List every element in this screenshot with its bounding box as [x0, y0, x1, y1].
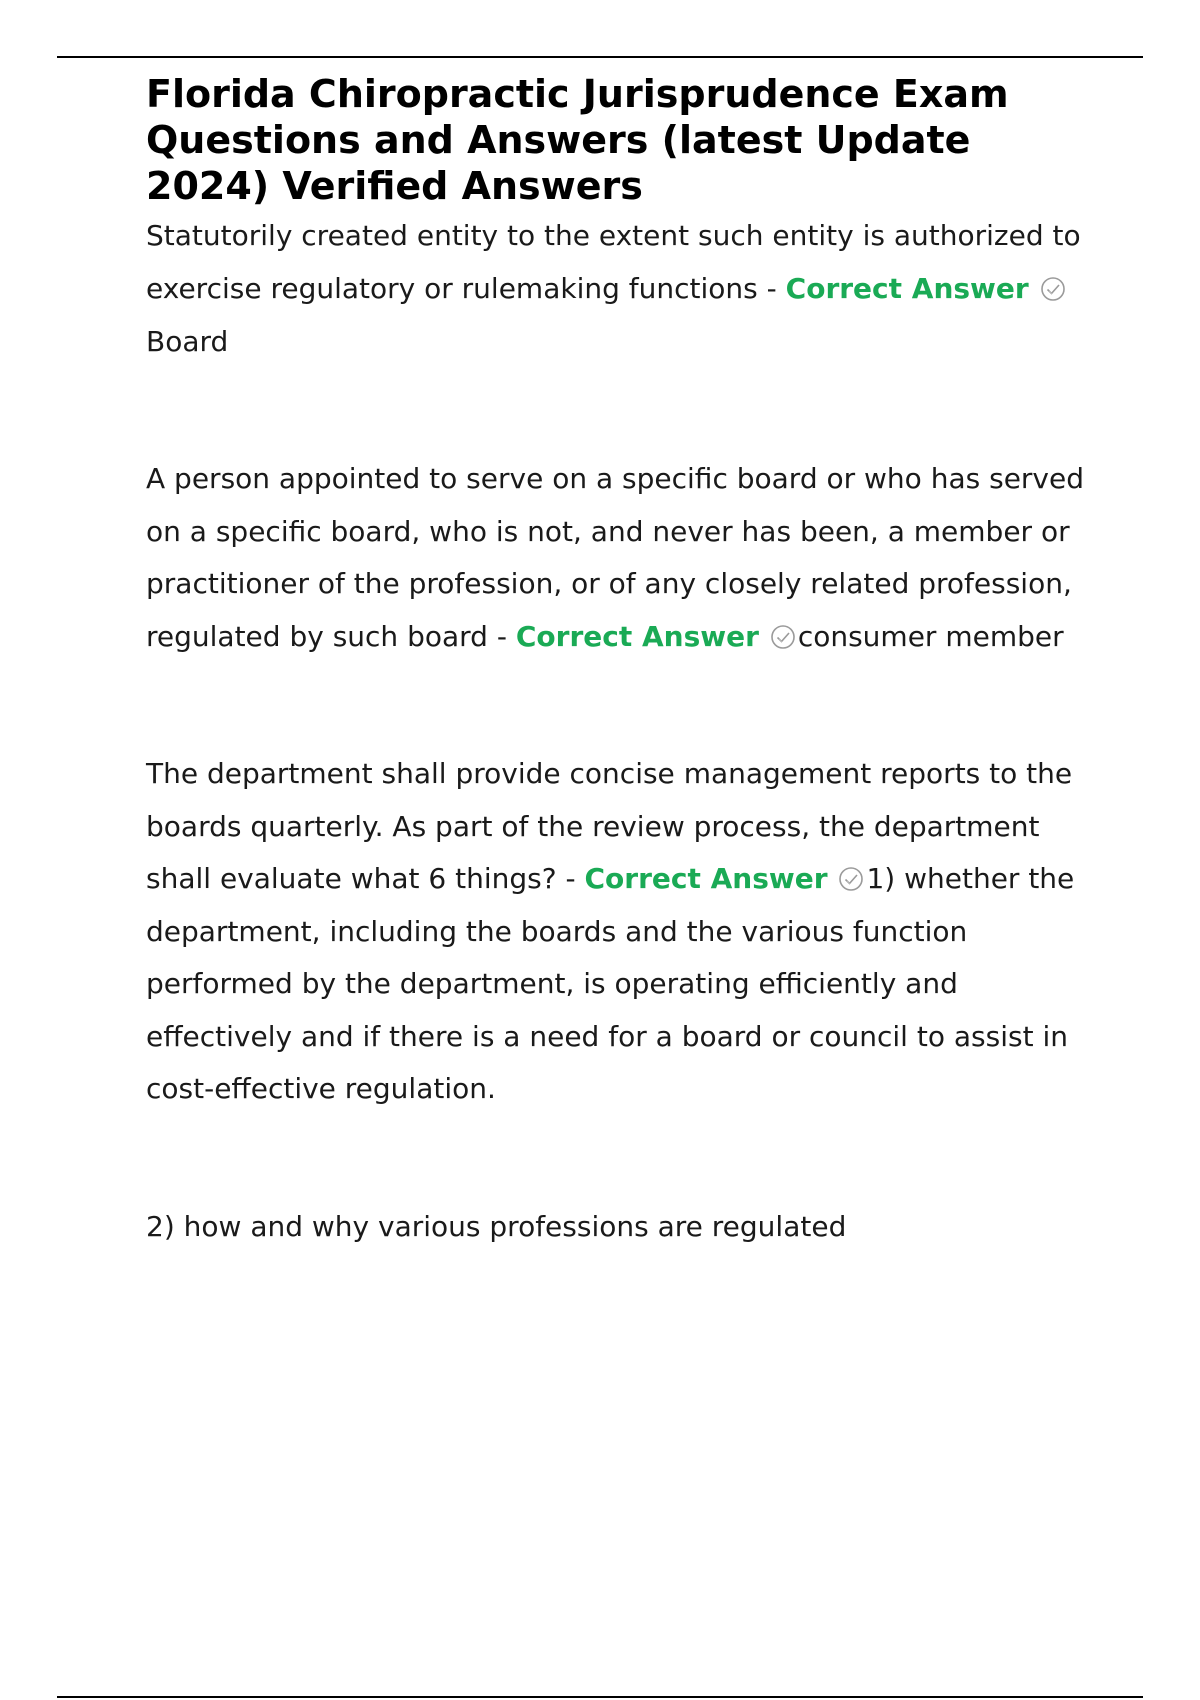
continuation-text: 2) how and why various professions are regulated [146, 1209, 847, 1243]
answer-text: consumer member [797, 619, 1064, 653]
question-text: Statutorily created entity to the extent such entity is authorized to exercise regulatory or rulemaking functions - [146, 219, 1081, 305]
qa-item [146, 453, 1096, 663]
correct-answer-label: Correct Answer [584, 862, 828, 895]
top-rule [57, 56, 1143, 58]
answer-text: Board [146, 325, 229, 358]
document-title: Florida Chiropractic Jurisprudence Exam Questions and Answers (latest Update 2024) Verified Answers [146, 72, 1009, 208]
bottom-rule [57, 1696, 1143, 1698]
qa-item [146, 748, 1096, 1116]
document-page [146, 71, 1096, 1253]
verified-check-icon [1040, 276, 1066, 302]
correct-answer-label: Correct Answer [515, 619, 759, 653]
question-text: A person appointed to serve on a specific board or who has served on a specific board, who is not, and never has been, a member or practitioner of the profession, or of any closely related profession, regulated by such board - [146, 462, 1084, 653]
question-text: The department shall provide concise management reports to the boards quarterly. As part of the review process, the department shall evaluate what 6 things? - [146, 757, 1073, 895]
verified-check-icon [838, 866, 864, 892]
correct-answer-label: Correct Answer [785, 272, 1029, 305]
qa-item [146, 209, 1096, 368]
answer-text: 1) whether the department, including the boards and the various function performed by the department, is operating efficiently and effectively and if there is a need for a board or council to assist in cost-effective regulation. [146, 862, 1075, 1105]
verified-check-icon [770, 624, 796, 650]
